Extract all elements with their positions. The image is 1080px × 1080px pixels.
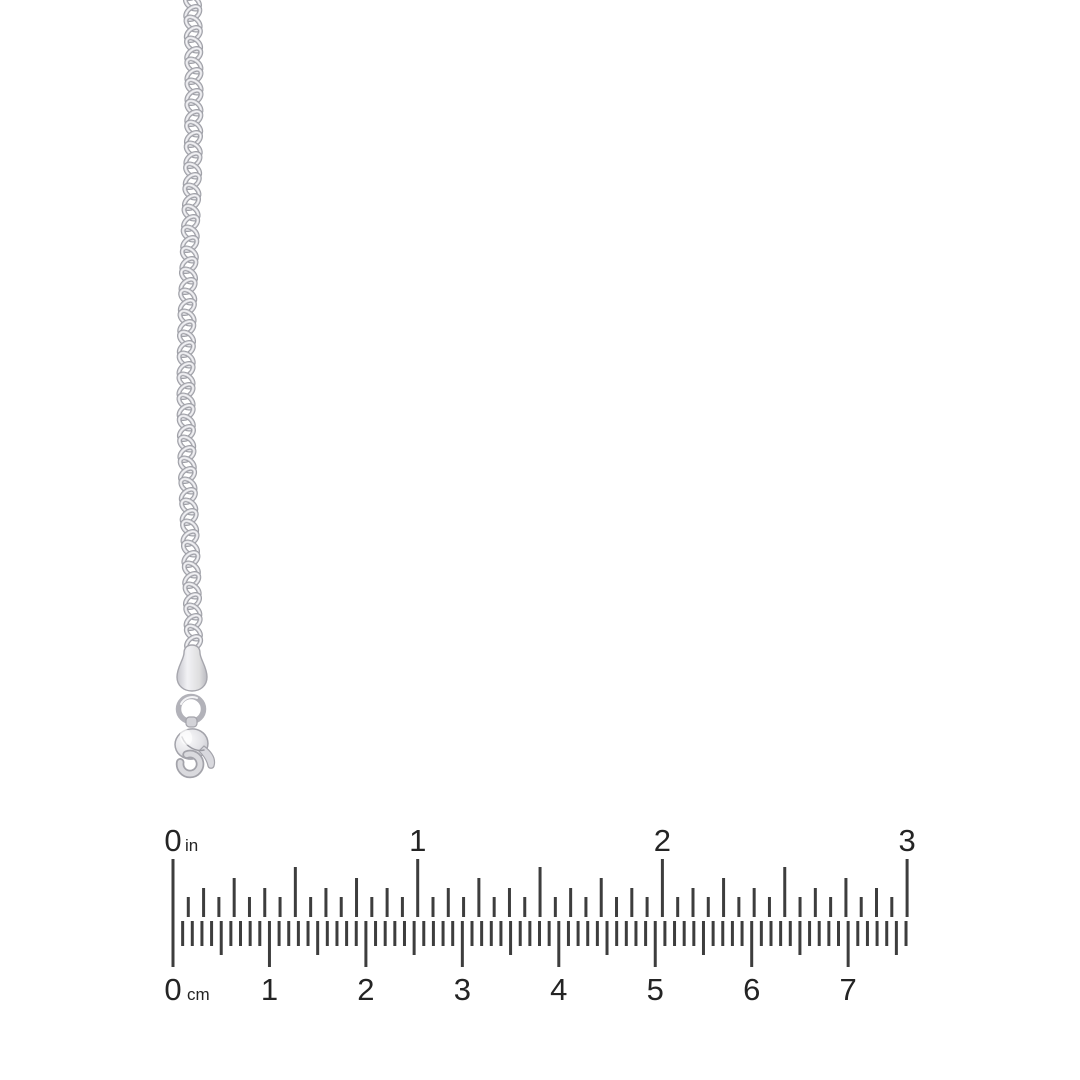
- rope-chain-image: [176, 0, 203, 652]
- measurement-ruler: [164, 823, 915, 1007]
- inch-label-2: 2: [653, 823, 672, 858]
- inch-unit-suffix: in: [185, 836, 199, 855]
- inch-label-3: 3: [898, 823, 916, 858]
- clasp-assembly: [172, 645, 214, 774]
- cm-label-0: 0: [164, 972, 182, 1007]
- cm-label-5: 5: [646, 972, 664, 1007]
- lobster-clasp-image: [172, 717, 214, 774]
- inch-label-1: 1: [409, 823, 427, 858]
- cm-scale-ticks: [183, 921, 906, 967]
- clasp-connector-nub: [186, 717, 197, 727]
- cm-label-3: 3: [453, 972, 471, 1007]
- quality-tag-image: [177, 645, 207, 691]
- cm-label-2: 2: [357, 972, 375, 1007]
- cm-label-4: 4: [550, 972, 568, 1007]
- cm-unit-suffix: cm: [187, 985, 210, 1004]
- cm-label-6: 6: [743, 972, 761, 1007]
- inch-scale-ticks: [188, 859, 907, 917]
- inch-label-0: 0: [164, 823, 182, 858]
- cm-label-1: 1: [260, 972, 279, 1007]
- cm-label-7: 7: [839, 972, 857, 1007]
